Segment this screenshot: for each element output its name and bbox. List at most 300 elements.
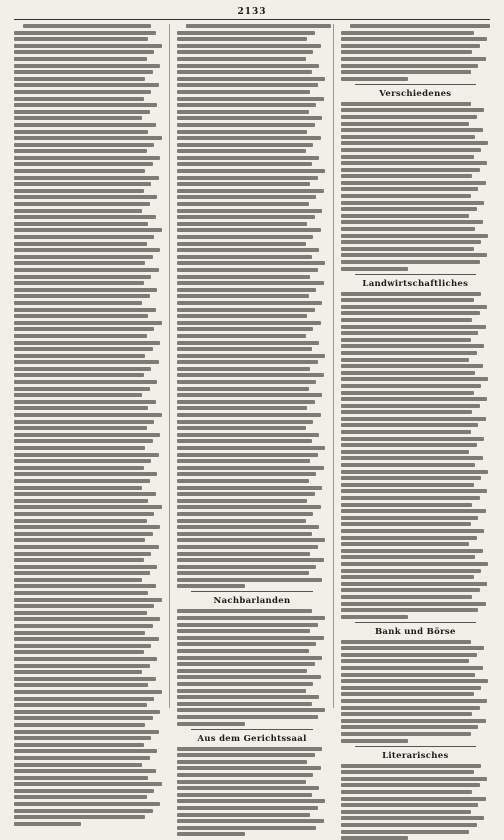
text-line bbox=[14, 743, 144, 747]
text-line bbox=[177, 459, 310, 463]
text-line bbox=[341, 397, 487, 401]
text-line bbox=[14, 664, 150, 668]
text-line bbox=[177, 715, 317, 719]
text-line bbox=[177, 486, 322, 490]
text-line bbox=[14, 617, 160, 621]
text-line bbox=[14, 598, 162, 602]
text-line bbox=[14, 716, 153, 720]
text-line bbox=[341, 529, 484, 533]
text-line bbox=[177, 110, 308, 114]
text-line bbox=[177, 57, 305, 61]
text-line bbox=[177, 584, 244, 588]
text-line bbox=[341, 214, 469, 218]
text-line bbox=[341, 699, 487, 703]
text-line bbox=[14, 505, 162, 509]
text-line bbox=[14, 360, 159, 364]
text-line bbox=[177, 367, 310, 371]
text-line bbox=[341, 201, 484, 205]
text-line bbox=[341, 227, 475, 231]
text-line bbox=[14, 235, 154, 239]
text-line bbox=[14, 341, 160, 345]
text-line bbox=[341, 371, 475, 375]
text-line bbox=[177, 722, 244, 726]
text-line bbox=[14, 683, 148, 687]
text-line bbox=[177, 826, 316, 830]
text-line bbox=[341, 247, 474, 251]
text-line bbox=[177, 466, 323, 470]
text-line bbox=[341, 463, 475, 467]
text-line bbox=[177, 439, 311, 443]
text-line bbox=[177, 505, 320, 509]
text-line bbox=[14, 202, 150, 206]
text-line bbox=[14, 637, 159, 641]
text-line bbox=[14, 294, 150, 298]
text-line bbox=[341, 653, 477, 657]
text-line bbox=[341, 292, 481, 296]
text-line bbox=[177, 525, 319, 529]
text-line bbox=[14, 459, 151, 463]
text-line bbox=[14, 50, 154, 54]
text-line bbox=[341, 135, 475, 139]
text-line bbox=[341, 207, 477, 211]
text-line bbox=[14, 406, 148, 410]
text-line bbox=[177, 689, 305, 693]
text-line bbox=[341, 174, 472, 178]
section-divider bbox=[191, 591, 312, 592]
text-line bbox=[177, 793, 311, 797]
text-line bbox=[341, 692, 474, 696]
text-line bbox=[14, 347, 153, 351]
text-line bbox=[341, 108, 484, 112]
text-line bbox=[14, 354, 145, 358]
text-line bbox=[14, 209, 142, 213]
column-3 bbox=[341, 24, 490, 761]
text-line bbox=[14, 189, 144, 193]
text-line bbox=[14, 558, 144, 562]
text-line bbox=[341, 325, 486, 329]
text-line bbox=[341, 830, 469, 834]
text-line bbox=[341, 141, 489, 145]
text-line bbox=[341, 483, 474, 487]
text-line bbox=[341, 732, 471, 736]
text-line bbox=[341, 50, 472, 54]
text-line bbox=[14, 782, 162, 786]
text-line bbox=[177, 552, 310, 556]
text-line bbox=[14, 578, 142, 582]
text-line bbox=[341, 115, 477, 119]
text-line bbox=[177, 83, 317, 87]
text-line bbox=[341, 168, 480, 172]
text-line bbox=[341, 377, 489, 381]
text-line bbox=[177, 420, 313, 424]
text-line bbox=[14, 802, 160, 806]
column-1 bbox=[14, 24, 170, 708]
text-line bbox=[177, 347, 311, 351]
text-line bbox=[341, 298, 474, 302]
text-line bbox=[14, 103, 157, 107]
text-line bbox=[341, 44, 480, 48]
text-line bbox=[341, 810, 471, 814]
text-line bbox=[14, 776, 148, 780]
text-line bbox=[177, 499, 307, 503]
text-line bbox=[341, 640, 471, 644]
text-line bbox=[14, 690, 162, 694]
text-line bbox=[14, 162, 153, 166]
text-line bbox=[14, 736, 151, 740]
text-line bbox=[177, 281, 323, 285]
text-line bbox=[177, 321, 320, 325]
text-line bbox=[14, 545, 159, 549]
text-line bbox=[177, 433, 319, 437]
text-line bbox=[14, 453, 159, 457]
text-line bbox=[14, 380, 157, 384]
text-line bbox=[177, 786, 319, 790]
page-header bbox=[14, 8, 490, 20]
text-line bbox=[341, 549, 483, 553]
text-line bbox=[14, 571, 150, 575]
text-line bbox=[177, 255, 311, 259]
text-line bbox=[177, 341, 319, 345]
text-line bbox=[177, 519, 305, 523]
text-line bbox=[14, 472, 157, 476]
text-line bbox=[14, 697, 154, 701]
section-divider bbox=[355, 274, 476, 275]
text-line bbox=[14, 281, 144, 285]
text-line bbox=[177, 780, 305, 784]
text-line bbox=[14, 110, 150, 114]
text-line bbox=[14, 466, 144, 470]
text-line bbox=[14, 631, 145, 635]
text-line bbox=[177, 182, 310, 186]
text-line bbox=[14, 116, 142, 120]
text-line bbox=[14, 479, 150, 483]
text-line bbox=[14, 710, 160, 714]
text-line bbox=[177, 753, 314, 757]
text-line bbox=[177, 747, 322, 751]
text-line bbox=[341, 582, 487, 586]
text-line bbox=[341, 351, 477, 355]
text-line bbox=[341, 187, 478, 191]
text-line bbox=[14, 248, 160, 252]
text-line bbox=[177, 301, 322, 305]
text-line bbox=[14, 123, 156, 127]
text-line bbox=[177, 189, 323, 193]
text-line bbox=[177, 512, 313, 516]
text-line bbox=[177, 123, 314, 127]
text-line bbox=[341, 64, 478, 68]
text-line bbox=[14, 795, 147, 799]
section-heading: Literarisches bbox=[382, 750, 449, 761]
text-line bbox=[177, 702, 311, 706]
text-line bbox=[14, 657, 157, 661]
text-line bbox=[341, 803, 478, 807]
text-line bbox=[341, 686, 481, 690]
text-line bbox=[177, 565, 316, 569]
text-line bbox=[341, 344, 484, 348]
text-line bbox=[14, 156, 160, 160]
text-line bbox=[177, 235, 313, 239]
text-line bbox=[341, 437, 484, 441]
text-line bbox=[341, 305, 487, 309]
text-line bbox=[14, 97, 144, 101]
text-line bbox=[14, 512, 154, 516]
text-line bbox=[177, 294, 308, 298]
text-line bbox=[177, 334, 305, 338]
text-line bbox=[341, 575, 474, 579]
text-line bbox=[341, 318, 472, 322]
text-line bbox=[341, 522, 471, 526]
text-line bbox=[14, 499, 148, 503]
text-line bbox=[14, 439, 153, 443]
text-line bbox=[14, 255, 153, 259]
text-line bbox=[14, 215, 156, 219]
text-line bbox=[177, 662, 314, 666]
text-line bbox=[14, 624, 153, 628]
text-line bbox=[341, 608, 478, 612]
text-line bbox=[14, 525, 160, 529]
text-line bbox=[177, 773, 313, 777]
text-line bbox=[341, 364, 483, 368]
text-line bbox=[14, 532, 153, 536]
text-line bbox=[341, 194, 471, 198]
text-line bbox=[341, 496, 480, 500]
text-line bbox=[14, 57, 147, 61]
text-line bbox=[177, 360, 317, 364]
text-line bbox=[177, 195, 316, 199]
text-line bbox=[14, 288, 157, 292]
text-line bbox=[177, 156, 319, 160]
text-line bbox=[177, 248, 319, 252]
section-heading: Landwirtschaftliches bbox=[362, 278, 469, 289]
text-line bbox=[14, 552, 151, 556]
text-line bbox=[177, 242, 305, 246]
section-heading: Nachbarlanden bbox=[213, 596, 291, 607]
text-line bbox=[177, 50, 313, 54]
text-line bbox=[177, 327, 313, 331]
text-line bbox=[177, 695, 319, 699]
text-line bbox=[14, 591, 148, 595]
text-line bbox=[350, 24, 490, 28]
text-line bbox=[14, 373, 144, 377]
text-line bbox=[14, 143, 154, 147]
text-line bbox=[14, 763, 142, 767]
text-line bbox=[14, 169, 145, 173]
text-line bbox=[14, 644, 151, 648]
text-columns bbox=[14, 24, 490, 761]
text-line bbox=[14, 321, 162, 325]
text-line bbox=[177, 545, 317, 549]
text-line bbox=[14, 426, 147, 430]
text-line bbox=[177, 708, 325, 712]
text-line bbox=[177, 136, 320, 140]
text-line bbox=[177, 642, 316, 646]
text-line bbox=[341, 797, 486, 801]
text-line bbox=[177, 532, 311, 536]
text-line bbox=[177, 413, 320, 417]
text-line bbox=[14, 83, 159, 87]
text-line bbox=[341, 128, 483, 132]
text-line bbox=[177, 426, 305, 430]
text-line bbox=[177, 806, 317, 810]
text-line bbox=[14, 261, 145, 265]
text-line bbox=[341, 764, 481, 768]
text-line bbox=[14, 815, 145, 819]
text-line bbox=[14, 314, 148, 318]
text-line bbox=[177, 453, 317, 457]
text-line bbox=[177, 578, 322, 582]
text-line bbox=[341, 430, 471, 434]
text-line bbox=[341, 615, 408, 619]
text-line bbox=[177, 629, 310, 633]
text-line bbox=[177, 400, 314, 404]
text-line bbox=[177, 103, 316, 107]
text-line bbox=[14, 222, 148, 226]
text-line bbox=[177, 130, 307, 134]
text-line bbox=[341, 456, 483, 460]
text-line bbox=[177, 373, 323, 377]
text-line bbox=[177, 275, 310, 279]
text-line bbox=[341, 516, 478, 520]
text-line bbox=[14, 519, 147, 523]
text-line bbox=[341, 240, 481, 244]
text-line bbox=[341, 823, 477, 827]
text-line bbox=[341, 725, 478, 729]
text-line bbox=[341, 489, 487, 493]
text-line bbox=[177, 760, 307, 764]
text-line bbox=[341, 503, 472, 507]
text-line bbox=[177, 209, 322, 213]
text-line bbox=[177, 143, 313, 147]
text-line bbox=[341, 37, 487, 41]
section-heading: Verschiedenes bbox=[379, 88, 452, 99]
text-line bbox=[14, 650, 144, 654]
text-line bbox=[177, 90, 310, 94]
text-line bbox=[14, 565, 157, 569]
text-line bbox=[177, 766, 320, 770]
text-line bbox=[177, 288, 316, 292]
text-line bbox=[177, 268, 317, 272]
text-line bbox=[14, 37, 148, 41]
text-line bbox=[177, 669, 307, 673]
text-line bbox=[177, 215, 314, 219]
text-line bbox=[341, 260, 480, 264]
text-line bbox=[14, 31, 156, 35]
text-line bbox=[341, 555, 475, 559]
text-line bbox=[177, 636, 323, 640]
text-line bbox=[341, 417, 486, 421]
text-line bbox=[177, 479, 308, 483]
text-line bbox=[341, 646, 484, 650]
text-line bbox=[177, 649, 308, 653]
text-line bbox=[14, 301, 142, 305]
text-line bbox=[14, 176, 159, 180]
text-line bbox=[177, 31, 314, 35]
text-line bbox=[341, 267, 408, 271]
text-line bbox=[14, 136, 162, 140]
section-heading: Aus dem Gerichtssaal bbox=[197, 733, 307, 744]
text-line bbox=[14, 327, 154, 331]
text-line bbox=[177, 406, 307, 410]
text-line bbox=[14, 822, 81, 826]
text-line bbox=[341, 161, 487, 165]
text-line bbox=[177, 44, 320, 48]
text-line bbox=[341, 181, 486, 185]
text-line bbox=[177, 228, 320, 232]
text-line bbox=[341, 443, 477, 447]
text-line bbox=[341, 77, 408, 81]
section-divider bbox=[355, 84, 476, 85]
text-line bbox=[177, 472, 316, 476]
section-heading: Bank und Börse bbox=[374, 626, 456, 637]
text-line bbox=[14, 44, 162, 48]
text-line bbox=[177, 538, 325, 542]
text-line bbox=[177, 609, 311, 613]
text-line bbox=[177, 37, 307, 41]
text-line bbox=[177, 616, 325, 620]
text-line bbox=[177, 77, 325, 81]
text-line bbox=[14, 400, 156, 404]
text-line bbox=[14, 393, 142, 397]
text-line bbox=[14, 367, 151, 371]
text-line bbox=[341, 679, 489, 683]
text-line bbox=[177, 149, 305, 153]
text-line bbox=[177, 675, 320, 679]
text-line bbox=[14, 789, 154, 793]
text-line bbox=[177, 261, 325, 265]
text-line bbox=[341, 404, 480, 408]
text-line bbox=[14, 387, 150, 391]
text-line bbox=[341, 450, 469, 454]
text-line bbox=[341, 712, 472, 716]
text-line bbox=[177, 799, 325, 803]
text-line bbox=[177, 176, 317, 180]
text-line bbox=[341, 719, 486, 723]
text-line bbox=[177, 492, 314, 496]
text-line bbox=[14, 413, 162, 417]
text-line bbox=[177, 832, 244, 836]
text-line bbox=[14, 228, 162, 232]
text-line bbox=[341, 253, 487, 257]
text-line bbox=[177, 64, 319, 68]
text-line bbox=[14, 611, 147, 615]
text-line bbox=[177, 314, 307, 318]
text-line bbox=[341, 666, 483, 670]
page-number: 2133 bbox=[237, 7, 267, 17]
text-line bbox=[177, 116, 322, 120]
text-line bbox=[177, 380, 316, 384]
text-line bbox=[14, 446, 145, 450]
text-line bbox=[14, 723, 145, 727]
text-line bbox=[341, 331, 478, 335]
text-line bbox=[14, 492, 156, 496]
text-line bbox=[14, 308, 156, 312]
text-line bbox=[341, 410, 472, 414]
text-line bbox=[186, 24, 331, 28]
text-line bbox=[341, 783, 480, 787]
text-line bbox=[341, 536, 477, 540]
text-line bbox=[341, 588, 480, 592]
text-line bbox=[177, 70, 311, 74]
text-line bbox=[341, 562, 489, 566]
text-line bbox=[341, 57, 486, 61]
text-line bbox=[23, 24, 151, 28]
text-line bbox=[14, 538, 145, 542]
text-line bbox=[341, 476, 481, 480]
text-line bbox=[14, 604, 154, 608]
text-line bbox=[14, 77, 145, 81]
text-line bbox=[14, 64, 160, 68]
text-line bbox=[341, 673, 475, 677]
